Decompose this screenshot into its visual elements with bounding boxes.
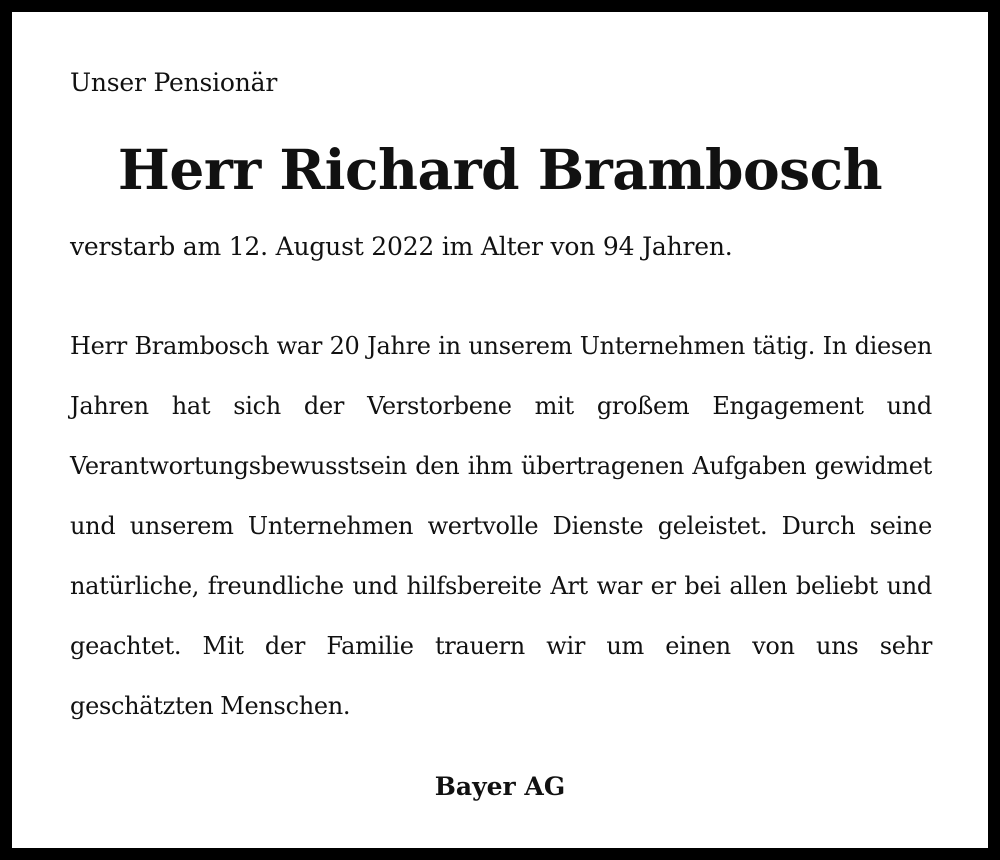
death-date-line: verstarb am 12. August 2022 im Alter von 94 Jahren. (70, 232, 733, 261)
deceased-name: Herr Richard Brambosch (117, 137, 883, 202)
intro-line: Unser Pensionär (70, 68, 278, 97)
company-signature: Bayer AG (434, 772, 566, 801)
tribute-paragraph: Herr Brambosch war 20 Jahre in unserem Unternehmen tätig. In diesen Jahren hat sich der Verstorbene mit großem Engagement und Verantwortungsbewusstsein den ihm übertragenen Aufgaben gewidmet und unserem Unternehmen wertvolle Dienste geleistet. Durch seine natürliche, freundliche und hilfsbereite Art war er bei allen beliebt und geachtet. Mit der Familie trauern wir um einen von uns sehr geschätzten Menschen. (70, 332, 932, 720)
